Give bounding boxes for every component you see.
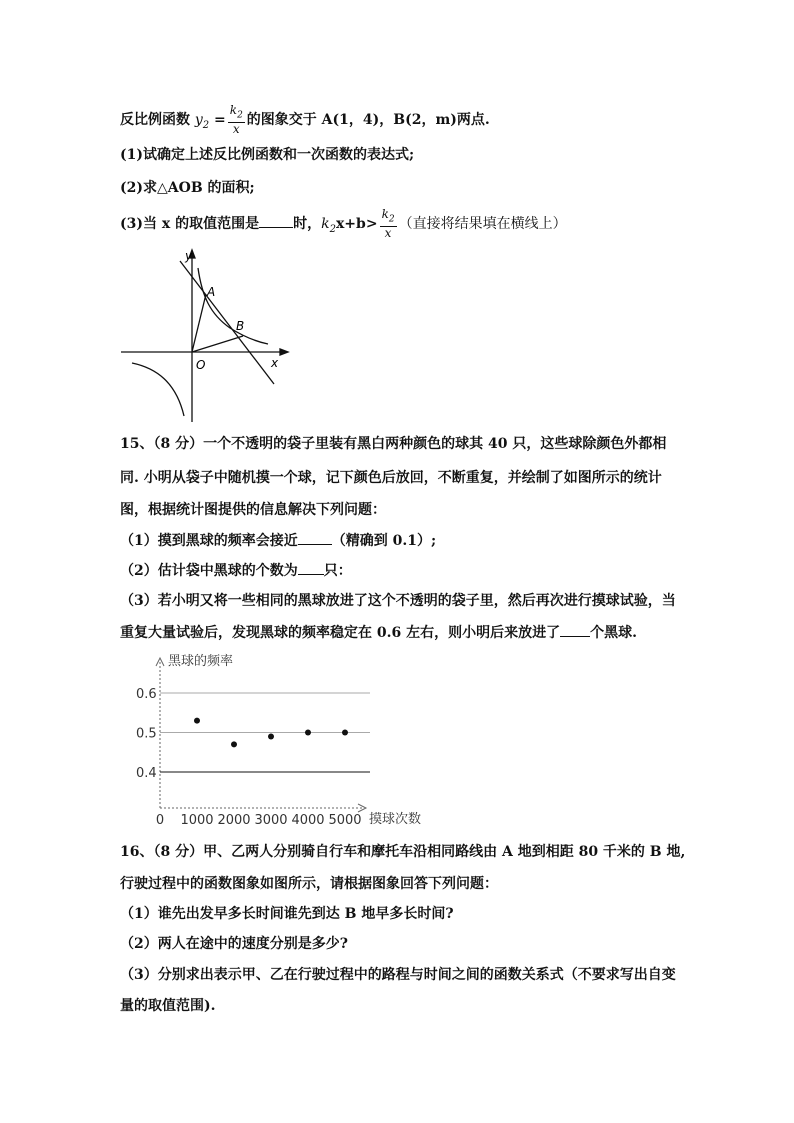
data-point xyxy=(231,741,237,747)
frac-num-sub-2: 2 xyxy=(388,214,395,225)
frequency-chart xyxy=(118,648,438,830)
label-B: B xyxy=(236,319,245,333)
label-x: x xyxy=(271,356,279,370)
equals-sign: = xyxy=(209,112,226,129)
q16-line1: 16、（8 分）甲、乙两人分别骑自行车和摩托车沿相同路线由 A 地到相距 80 千米的 B 地, xyxy=(120,844,686,860)
q15-sub2-pre: （2）估计袋中黑球的个数为 xyxy=(120,563,298,579)
x-tick-label: 4000 xyxy=(291,813,325,828)
var-y: y xyxy=(194,112,203,129)
q15-sub1 xyxy=(120,530,436,551)
q14-part3-pre: (3)当 x 的取值范围是 xyxy=(120,216,260,233)
inequality-expr: x+b> xyxy=(335,216,378,233)
q15-line1: 15、（8 分）一个不透明的袋子里装有黑白两种颜色的球其 40 只，这些球除颜色外都相 xyxy=(120,436,667,452)
answer-blank-1[interactable] xyxy=(298,530,332,545)
answer-blank-3[interactable] xyxy=(560,622,590,637)
q15-sub3-line2 xyxy=(120,622,637,643)
q15-sub3-post: 个黑球. xyxy=(590,625,637,641)
q14-part3-post: （直接将结果填在横线上） xyxy=(398,216,567,233)
data-point xyxy=(342,730,348,736)
chart-y-ticks xyxy=(136,687,157,781)
answer-blank[interactable] xyxy=(259,213,293,228)
x-tick-label: 2000 xyxy=(217,813,251,828)
label-A: A xyxy=(207,285,216,299)
chart-x-ticks xyxy=(156,813,362,828)
q15-line2: 同. 小明从袋子中随机摸一个球，记下颜色后放回，不断重复，并绘制了如图所示的统计 xyxy=(120,470,662,486)
q15-sub1-pre: （1）摸到黑球的频率会接近 xyxy=(120,533,298,549)
chart-x-label: 摸球次数 xyxy=(369,812,422,827)
frac-num: k xyxy=(229,103,238,117)
data-point xyxy=(194,718,200,724)
frac-num-sub: 2 xyxy=(237,110,243,121)
x-tick-label: 5000 xyxy=(328,813,362,828)
q15-sub2-post: 只： xyxy=(323,563,352,579)
var-k: k xyxy=(321,216,330,233)
q16-line2: 行驶过程中的函数图象如图所示，请根据图象回答下列问题： xyxy=(120,876,498,892)
q16-sub2: （2）两人在途中的速度分别是多少? xyxy=(120,936,348,952)
q16-sub1: （1）谁先出发早多长时间谁先到达 B 地早多长时间? xyxy=(120,906,454,922)
q15-sub1-post: （精确到 0.1）; xyxy=(331,533,437,549)
linear-function-line xyxy=(180,261,274,384)
x-axis-arrow xyxy=(280,349,288,355)
hyperbola-q3 xyxy=(132,363,184,416)
segment-OB xyxy=(192,336,243,352)
q14-part3 xyxy=(120,208,567,240)
q16-sub3-line2: 量的取值范围). xyxy=(120,998,216,1014)
x-tick-label: 0 xyxy=(155,813,165,828)
chart-grid xyxy=(160,693,370,772)
fraction-k2-over-x-2 xyxy=(380,208,397,240)
q15-sub3-line1: （3）若小明又将一些相同的黑球放进了这个不透明的袋子里，然后再次进行摸球试验，当 xyxy=(120,593,676,609)
frac-den: x xyxy=(232,122,240,137)
x-tick-label: 1000 xyxy=(180,813,214,828)
q14-line1-post: 的图象交于 A(1，4)，B(2，m)两点. xyxy=(246,112,490,129)
y-tick-label: 0.5 xyxy=(136,726,157,742)
label-O: O xyxy=(196,358,206,372)
q15-sub2 xyxy=(120,560,352,581)
label-y: y xyxy=(185,249,193,263)
y-tick-label: 0.6 xyxy=(136,687,157,702)
y-tick-label: 0.4 xyxy=(136,766,157,781)
frac-num-2: k xyxy=(381,207,389,221)
chart-y-label: 黑球的频率 xyxy=(168,654,234,669)
q15-line3: 图，根据统计图提供的信息解决下列问题： xyxy=(120,502,386,518)
segment-OA xyxy=(192,294,206,352)
data-point xyxy=(268,733,274,739)
hyperbola-q1 xyxy=(198,268,268,344)
q14-part1: (1)试确定上述反比例函数和一次函数的表达式; xyxy=(120,147,415,163)
q14-part3-mid: 时， xyxy=(293,216,322,233)
data-point xyxy=(305,730,311,736)
var-y-sub: 2 xyxy=(202,120,210,131)
fraction-k2-over-x xyxy=(228,104,245,136)
var-k-sub: 2 xyxy=(329,224,336,235)
frac-den-2: x xyxy=(384,226,392,241)
q15-sub3-pre: 重复大量试验后，发现黑球的频率稳定在 0.6 左右，则小明后来放进了 xyxy=(120,625,561,641)
x-tick-label: 3000 xyxy=(254,813,288,828)
q14-part2: (2)求△AOB 的面积; xyxy=(120,180,255,196)
q16-sub3-line1: （3）分别求出表示甲、乙在行驶过程中的路程与时间之间的函数关系式（不要求写出自变 xyxy=(120,967,676,983)
function-graph-figure xyxy=(118,246,293,426)
answer-blank-2[interactable] xyxy=(298,560,324,575)
q14-line1 xyxy=(120,104,490,136)
q14-line1-text: 反比例函数 xyxy=(120,112,195,129)
